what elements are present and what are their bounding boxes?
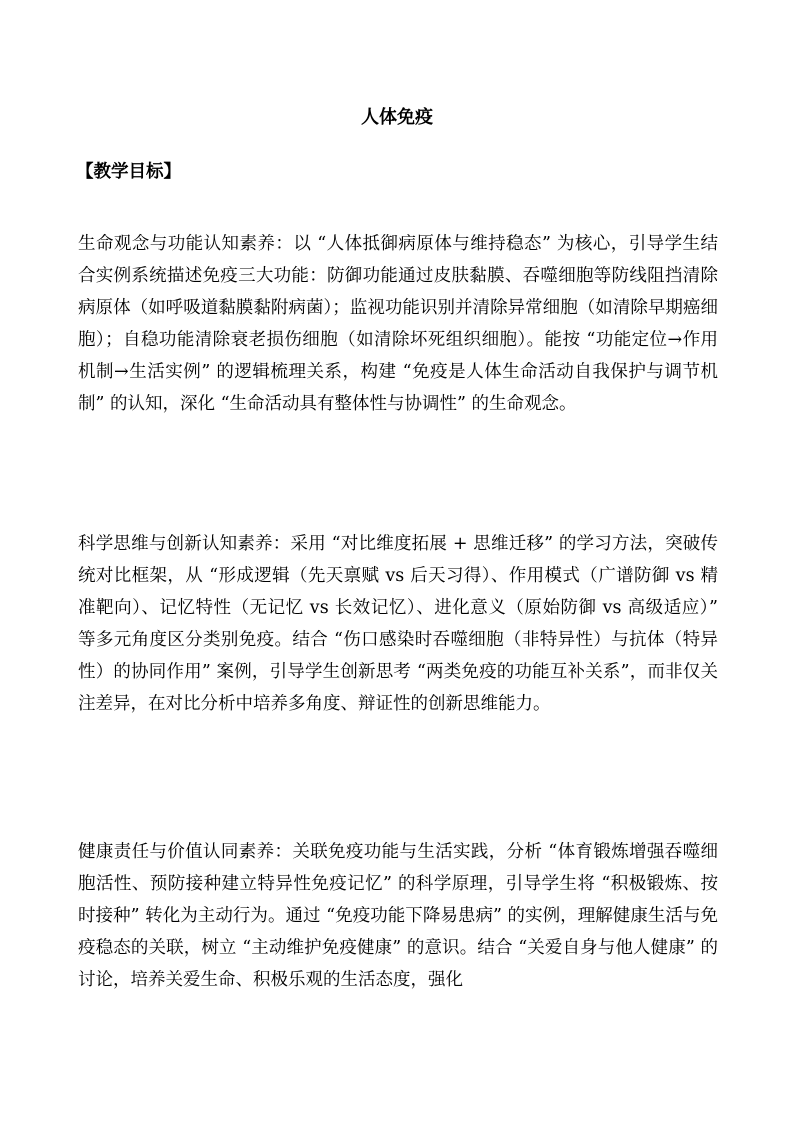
section-heading: 【教学目标】 [76,162,181,182]
paragraph-scientific-thinking: 科学思维与创新认知素养：采用 “对比维度拓展 + 思维迁移” 的学习方法，突破传统对比框架，从 “形成逻辑（先天禀赋 vs 后天习得）、作用模式（广谱防御 vs 精准靶向）、记忆特性（无记忆 vs 长效记忆）、进化意义（原始防御 vs 高级适应）” 等多元角度区分类别免疫。结合 “伤口感染时吞噬细胞（非特异性）与抗体（特异性）的协同作用” 案例，引导学生创新思考 “两类免疫的功能互补关系”，而非仅关注差异，在对比分析中培养多角度、辩证性的创新思维能力。 [78,533,718,714]
paragraph-life-concept: 生命观念与功能认知素养：以 “人体抵御病原体与维持稳态” 为核心，引导学生结合实例系统描述免疫三大功能：防御功能通过皮肤黏膜、吞噬细胞等防线阻挡清除病原体（如呼吸道黏膜黏附病菌）；监视功能识别并清除异常细胞（如清除早期癌细胞）；自稳功能清除衰老损伤细胞（如清除坏死组织细胞）。能按 “功能定位→作用机制→生活实例” 的逻辑梳理关系，构建 “免疫是人体生命活动自我保护与调节机制” 的认知，深化 “生命活动具有整体性与协调性” 的生命观念。 [78,233,718,414]
paragraph-health-responsibility: 健康责任与价值认同素养：关联免疫功能与生活实践，分析 “体育锻炼增强吞噬细胞活性、预防接种建立特异性免疫记忆” 的科学原理，引导学生将 “积极锻炼、按时接种” 转化为主动行为。通过 “免疫功能下降易患病” 的实例，理解健康生活与免疫稳态的关联，树立 “主动维护免疫健康” 的意识。结合 “关爱自身与他人健康” 的讨论，培养关爱生命、积极乐观的生活态度，强化 [78,841,718,990]
document-title: 人体免疫 [361,107,433,128]
